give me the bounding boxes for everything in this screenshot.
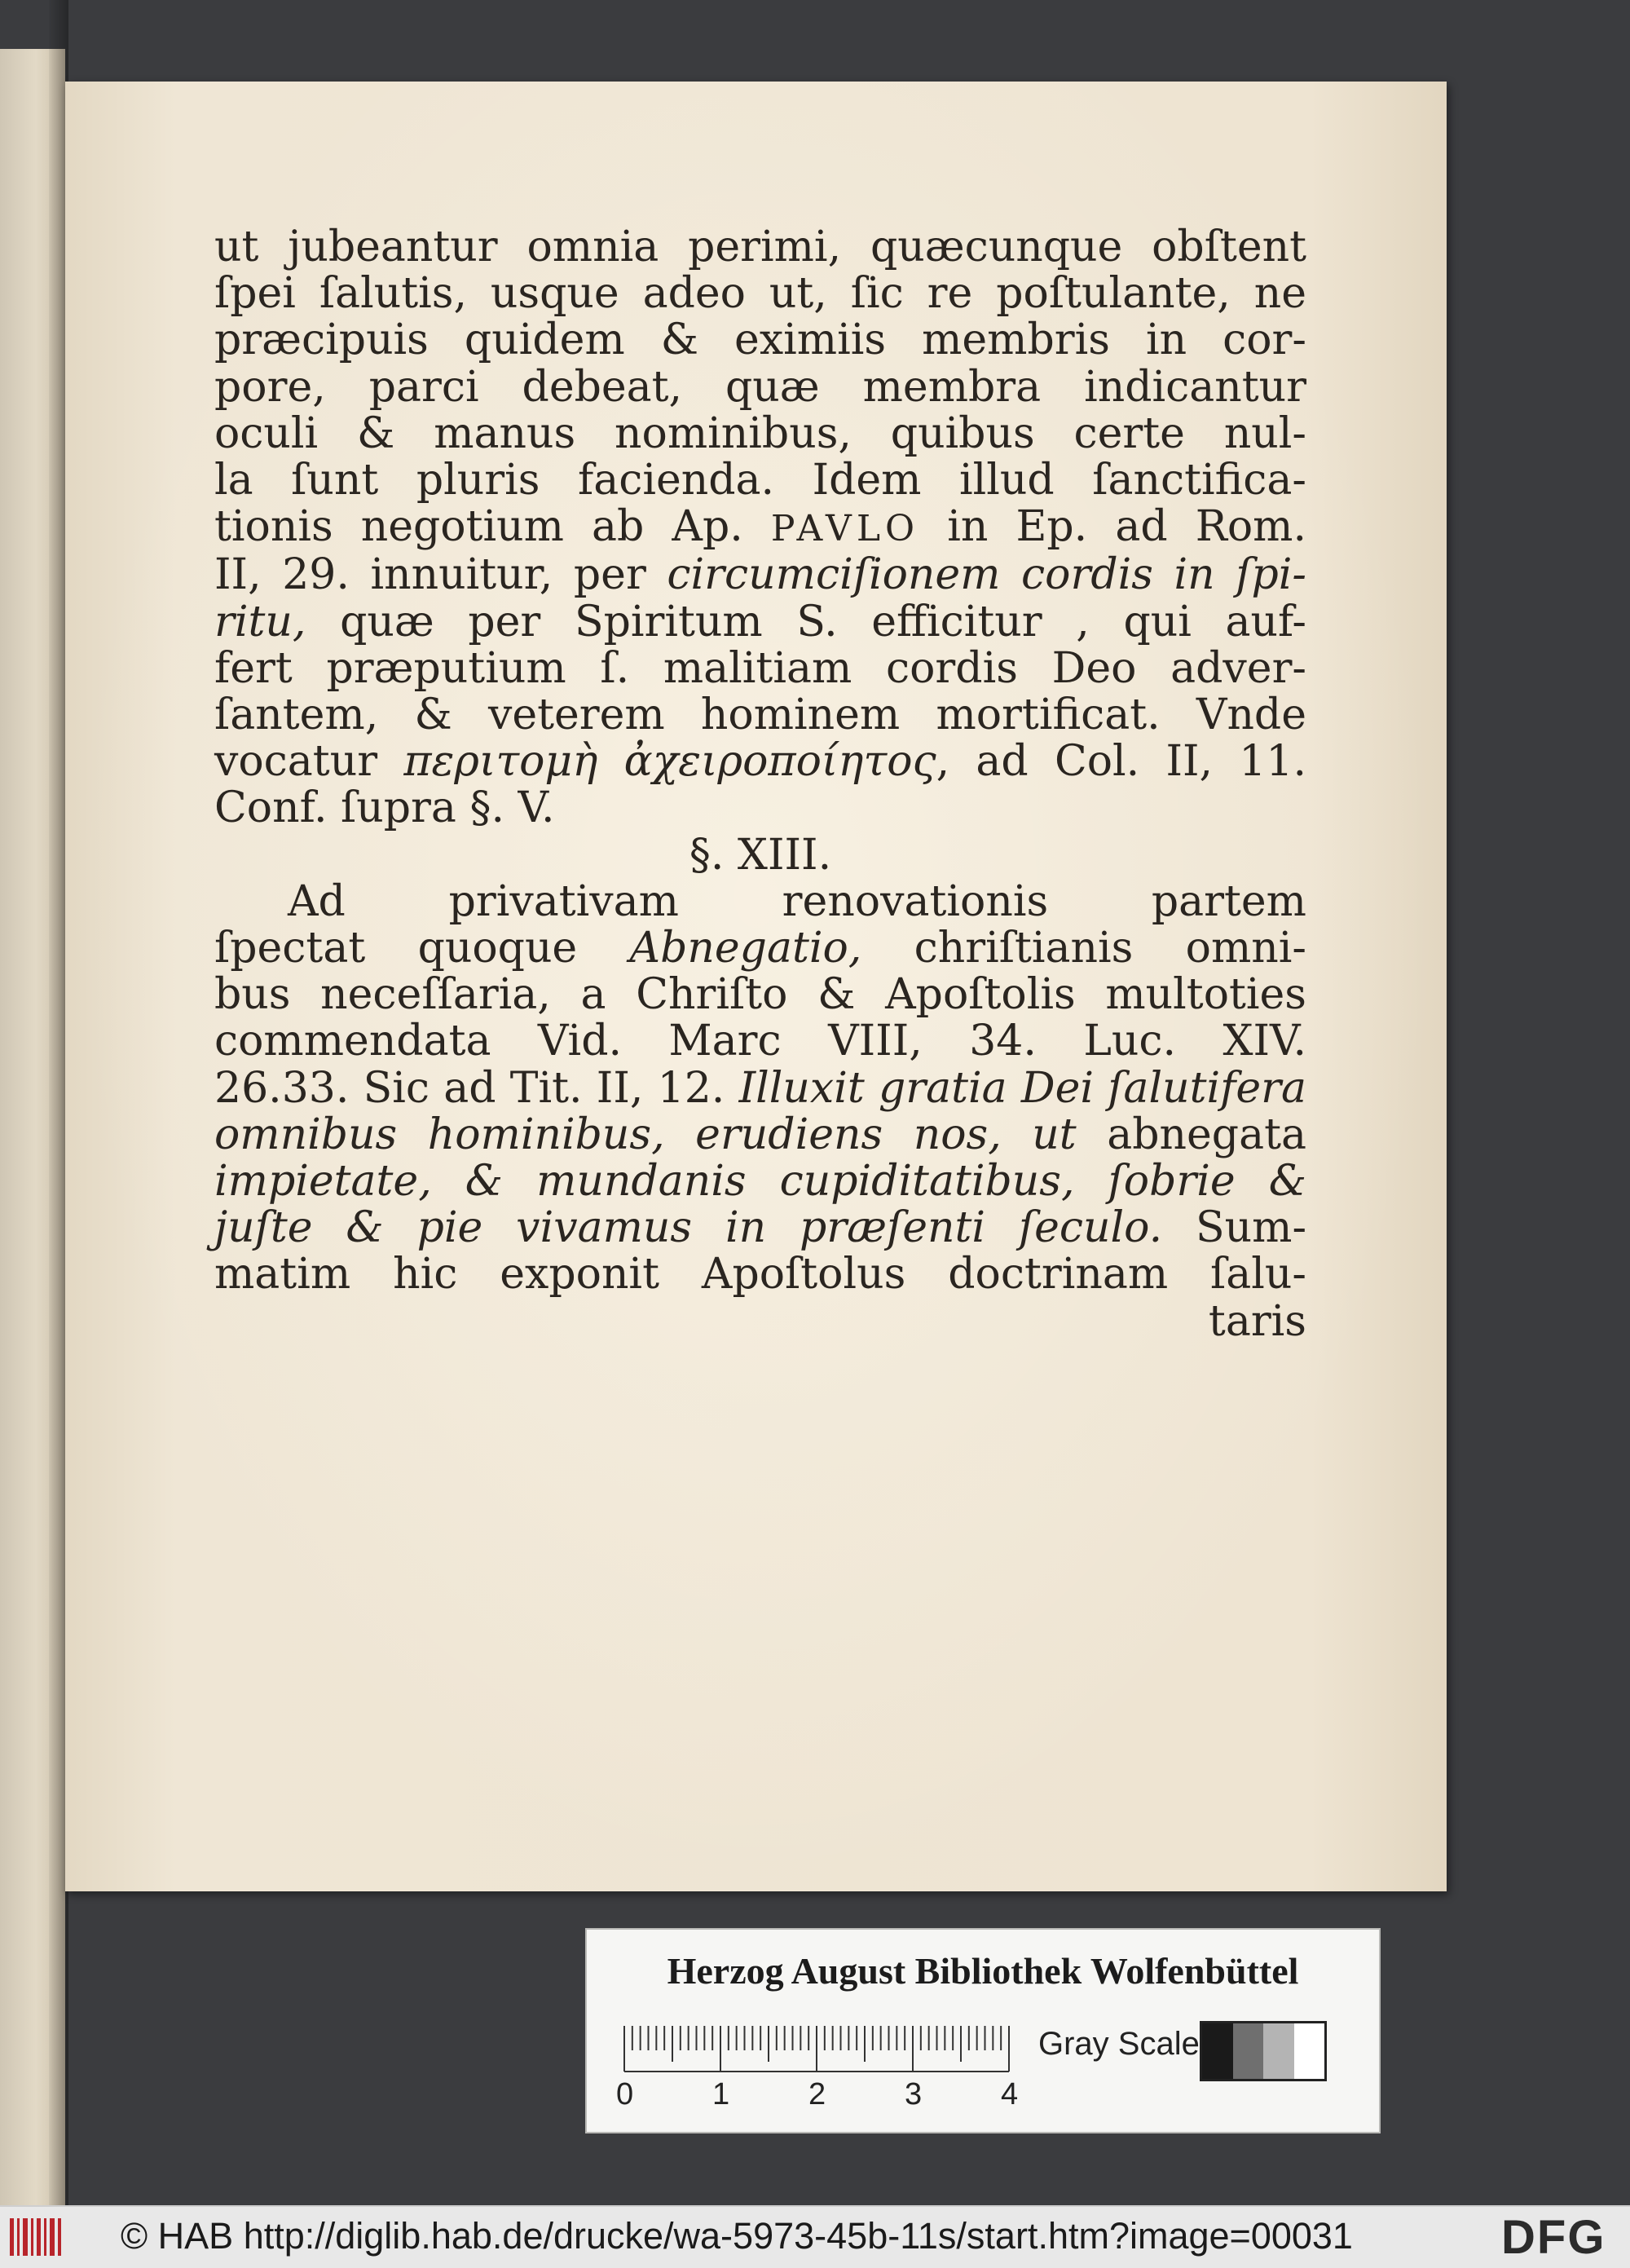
swatch-white [1294, 2023, 1325, 2079]
text-line [214, 925, 1306, 972]
swatch-dark-gray [1233, 2023, 1264, 2079]
ruler [616, 2019, 1024, 2109]
barcode-icon [8, 2217, 67, 2257]
text-line: matim hic exponit Apoſtolus doctrinam ſalu- [214, 1250, 1306, 1299]
book-page [65, 82, 1447, 1891]
text-line: pore, parci debeat, quæ membra indicantur [214, 362, 1306, 412]
catchword: taris [1208, 1296, 1306, 1346]
source-citation: © HAB http://diglib.hab.de/drucke/wa-5973-45b-11s/start.htm?image=00031 [121, 2215, 1353, 2257]
section-heading: §. XIII. [689, 830, 832, 880]
card-title: Herzog August Bibliothek Wolfenbüttel [667, 1950, 1299, 1992]
text-segment: chriſtianis omni- [914, 924, 1306, 973]
text-line: præcipuis quidem & eximiis membris in cor- [214, 315, 1306, 365]
text-segment: ſpectat quoque [214, 924, 578, 973]
grayscale-swatch [1200, 2021, 1327, 2081]
text-line: ſpei ſalutis, usque adeo ut, ſic re poſtulante, ne [214, 269, 1306, 319]
ruler-number: 2 [808, 2077, 826, 2109]
name-small-caps: PAVLO [770, 508, 920, 550]
italic-quotation: circumciſionem cordis in ſpi- [667, 550, 1306, 600]
text-line: Conf. ſupra §. V. [214, 783, 555, 833]
ruler-number: 1 [712, 2077, 730, 2109]
italic-quotation: Illuxit gratia Dei ſalutifera [738, 1063, 1307, 1113]
text-segment: 26.33. Sic ad Tit. II, 12. [214, 1063, 725, 1113]
ruler-number: 4 [1001, 2077, 1019, 2109]
text-segment: , ad Col. II, 11. [936, 737, 1307, 787]
ruler-number: 0 [616, 2077, 634, 2109]
italic-term: Abnegatio, [629, 924, 862, 973]
text-segment: Sum- [1196, 1203, 1307, 1253]
text-line [214, 504, 1306, 552]
text-line [214, 739, 1306, 785]
swatch-black [1202, 2023, 1233, 2079]
text-segment: in Ep. ad Rom. [947, 502, 1306, 552]
text-line: impietate, & mundanis cupiditatibus, ſobrie & [214, 1157, 1306, 1207]
color-scale-card [585, 1928, 1381, 2133]
text-line: ut jubeantur omnia perimi, quæcunque obſtent [214, 223, 1306, 271]
text-line: oculi & manus nominibus, quibus certe nul- [214, 408, 1306, 458]
text-line: commendata Vid. Marc VIII, 34. Luc. XIV. [214, 1017, 1306, 1066]
swatch-light-gray [1263, 2023, 1294, 2079]
text-line [214, 1205, 1306, 1251]
text-line: la ſunt pluris facienda. Idem illud ſanctifica- [214, 456, 1306, 505]
grayscale-label: Gray Scale [1038, 2026, 1200, 2062]
text-line: fert præputium ſ. malitiam cordis Deo adver- [214, 643, 1306, 693]
text-segment: II, 29. innuitur, per [214, 550, 646, 600]
ruler-number: 3 [905, 2077, 923, 2109]
text-line: ſantem, & veterem hominem mortificat. Vnde [214, 691, 1306, 740]
italic-quotation: ritu, [214, 597, 306, 646]
text-line [214, 599, 1306, 646]
text-line: Ad privativam renovationis partem [288, 876, 1306, 926]
text-line [214, 1112, 1306, 1158]
footer-bar [0, 2205, 1630, 2268]
italic-quotation: juſte & pie vivamus in præſenti ſeculo. [214, 1203, 1163, 1253]
page-text [214, 224, 1306, 1345]
italic-quotation: omnibus hominibus, erudiens nos, ut [214, 1110, 1077, 1159]
dfg-logo: DFG [1501, 2211, 1606, 2264]
text-segment: quæ per Spiritum S. efficitur , qui auf- [340, 597, 1306, 646]
text-segment: abnegata [1107, 1110, 1306, 1159]
text-segment: vocatur [214, 737, 378, 787]
text-line [214, 552, 1306, 598]
text-segment: tionis negotium ab Ap. [214, 502, 743, 552]
text-line: bus neceſſaria, a Chriſto & Apoſtolis multoties [214, 970, 1306, 1020]
greek-phrase: περιτομὴ ἀχειροποίητος [403, 737, 936, 787]
text-line [214, 1063, 1307, 1113]
